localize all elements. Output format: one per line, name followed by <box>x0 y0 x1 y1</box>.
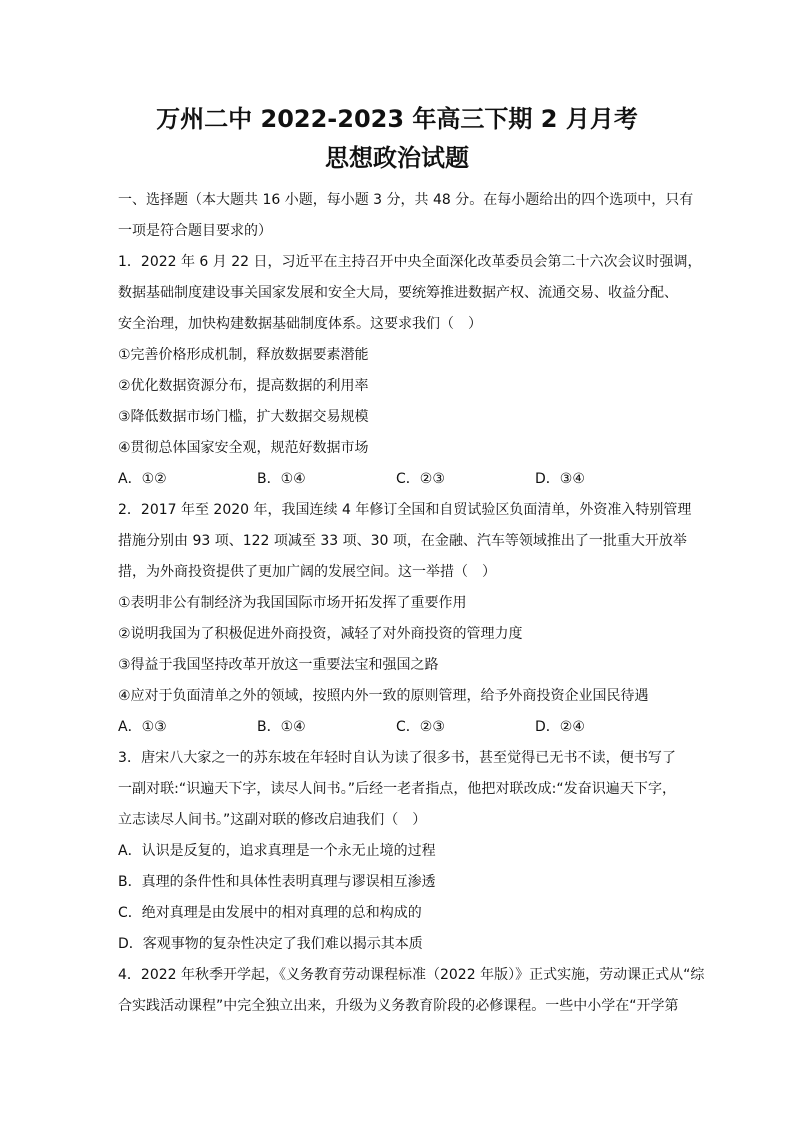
question-stem-line: 安全治理，加快构建数据基础制度体系。这要求我们（ ） <box>118 316 482 332</box>
option-d[interactable]: D．客观事物的复杂性决定了我们难以揭示其本质 <box>118 936 423 952</box>
statement-item: ③得益于我国坚持改革开放这一重要法宝和强国之路 <box>118 657 439 673</box>
question-stem-line: 合实践活动课程”中完全独立出来，升级为义务教育阶段的必修课程。一些中小学在“开学第 <box>118 998 679 1014</box>
question-3 <box>118 743 676 960</box>
question-stem-line: 措施分别由 93 项、122 项减至 33 项、30 项，在金融、汽车等领域推出了一批重大开放举 <box>118 533 687 549</box>
option-b[interactable]: B．真理的条件性和具体性表明真理与谬误相互渗透 <box>118 874 436 890</box>
statement-item: ①表明非公有制经济为我国国际市场开拓发挥了重要作用 <box>118 595 467 611</box>
statement-item: ③降低数据市场门槛，扩大数据交易规模 <box>118 409 369 425</box>
section-heading-continued: 一项是符合题目要求的） <box>118 223 272 239</box>
exam-body <box>118 185 705 1022</box>
exam-subject-title: 思想政治试题 <box>325 144 469 172</box>
exam-title: 万州二中 2022-2023 年高三下期 2 月月考 <box>156 105 638 133</box>
statement-item: ②优化数据资源分布，提高数据的利用率 <box>118 378 369 394</box>
question-stem-line: 4．2022 年秋季开学起，《义务教育劳动课程标准（2022 年版）》正式实施，劳动课正式从“综 <box>118 967 705 983</box>
statement-item: ④贯彻总体国家安全观，规范好数据市场 <box>118 440 369 456</box>
question-1 <box>118 247 702 495</box>
option-d[interactable]: D．②④ <box>535 719 585 735</box>
answer-options <box>118 464 676 495</box>
answer-options <box>118 712 676 743</box>
question-stem-line: 数据基础制度建设事关国家发展和安全大局，要统筹推进数据产权、流通交易、收益分配、 <box>118 285 678 301</box>
question-2 <box>118 495 692 743</box>
question-stem-line: 2．2017 年至 2020 年，我国连续 4 年修订全国和自贸试验区负面清单，外资准入特别管理 <box>118 502 692 518</box>
statement-item: ②说明我国为了积极促进外商投资，减轻了对外商投资的管理力度 <box>118 626 523 642</box>
option-b[interactable]: B．①④ <box>257 719 306 735</box>
option-d[interactable]: D．③④ <box>535 471 585 487</box>
option-a[interactable]: A．①② <box>118 471 167 487</box>
question-stem-line: 立志读尽人间书。”这副对联的修改启迪我们（ ） <box>118 812 427 828</box>
option-c[interactable]: C．②③ <box>396 471 445 487</box>
question-stem-line: 1．2022 年 6 月 22 日，习近平在主持召开中央全面深化改革委员会第二十六次会议时强调， <box>118 254 702 270</box>
option-a[interactable]: A．认识是反复的，追求真理是一个永无止境的过程 <box>118 843 436 859</box>
option-c[interactable]: C．②③ <box>396 719 445 735</box>
question-stem-line: 措，为外商投资提供了更加广阔的发展空间。这一举措（ ） <box>118 564 496 580</box>
option-b[interactable]: B．①④ <box>257 471 306 487</box>
question-4 <box>118 960 705 1022</box>
question-stem-line: 3．唐宋八大家之一的苏东坡在年轻时自认为读了很多书，甚至觉得已无书不读，便书写了 <box>118 750 676 766</box>
option-c[interactable]: C．绝对真理是由发展中的相对真理的总和构成的 <box>118 905 422 921</box>
statement-item: ①完善价格形成机制，释放数据要素潜能 <box>118 347 369 363</box>
statement-item: ④应对于负面清单之外的领域，按照内外一致的原则管理，给予外商投资企业国民待遇 <box>118 688 649 704</box>
question-stem-line: 一副对联:“识遍天下字，读尽人间书。”后经一老者指点，他把对联改成:“发奋识遍天下字， <box>118 781 676 797</box>
section-heading: 一、选择题（本大题共 16 小题，每小题 3 分，共 48 分。在每小题给出的四个选项中，只有 <box>118 192 694 208</box>
option-a[interactable]: A．①③ <box>118 719 167 735</box>
